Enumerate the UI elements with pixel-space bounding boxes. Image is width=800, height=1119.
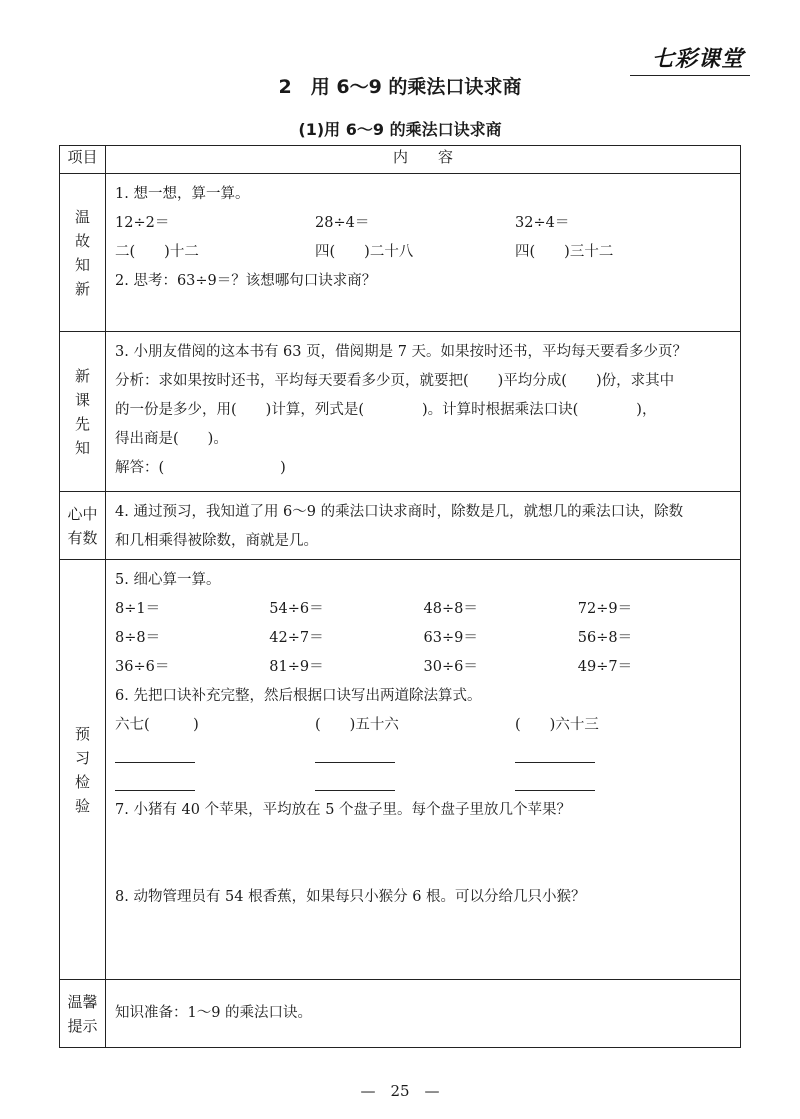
tip-text: 知识准备：1～9 的乘法口诀。 [115, 1005, 313, 1021]
table-header [60, 146, 741, 174]
answer-blank[interactable] [115, 744, 195, 763]
section-review [60, 174, 741, 332]
section-review-label: 温 故 知 新 [60, 174, 106, 332]
section-mind-label: 心中 有数 [60, 492, 106, 560]
section-check-label: 预 习 检 验 [60, 560, 106, 980]
answer-blank[interactable] [315, 744, 395, 763]
question-5: 5. 细心算一算。 [115, 572, 221, 588]
page-subtitle: (1)用 6～9 的乘法口诀求商 [298, 120, 502, 139]
section-mind [60, 492, 741, 560]
question-4-line-1: 4. 通过预习，我知道了用 6～9 的乘法口诀求商时，除数是几，就想几的乘法口诀，除数 [115, 504, 684, 520]
question-7: 7. 小猪有 40 个苹果，平均放在 5 个盘子里。每个盘子里放几个苹果？ [115, 802, 572, 818]
calc-row: 8÷1＝ 54÷6＝ 48÷8＝ 72÷9＝ [115, 601, 633, 617]
section-new-content [106, 332, 741, 492]
section-new [60, 332, 741, 492]
answer-blank[interactable] [515, 744, 595, 763]
col-content-header: 内 容 [106, 146, 741, 174]
answer-line: 解答：( ) [115, 460, 286, 476]
answer-blank[interactable] [515, 772, 595, 791]
answer-blank[interactable] [115, 772, 195, 791]
review-calc-row: 12÷2＝ 28÷4＝ 32÷4＝ [115, 215, 570, 231]
answer-blank-row [115, 768, 732, 796]
question-6: 6. 先把口诀补充完整，然后根据口诀写出两道除法算式。 [115, 688, 482, 704]
worksheet-table [59, 145, 741, 1048]
page-number: — 25 — [360, 1082, 440, 1100]
answer-blank-row [115, 740, 732, 768]
calc-row: 36÷6＝ 81÷9＝ 30÷6＝ 49÷7＝ [115, 659, 633, 675]
review-rhyme-row: 二( )十二 四( )二十八 四( )三十二 [115, 244, 614, 260]
answer-blank[interactable] [315, 772, 395, 791]
calc-row: 8÷8＝ 42÷7＝ 63÷9＝ 56÷8＝ [115, 630, 633, 646]
section-tip-content [106, 980, 741, 1048]
section-check-content [106, 560, 741, 980]
section-tip-label: 温馨 提示 [60, 980, 106, 1048]
question-1: 1. 想一想，算一算。 [115, 186, 250, 202]
question-3: 3. 小朋友借阅的这本书有 63 页，借阅期是 7 天。如果按时还书，平均每天要看多少页？ [115, 344, 688, 360]
rhyme-row: 六七( ) ( )五十六 ( )六十三 [115, 717, 599, 733]
page-title: 2 用 6～9 的乘法口诀求商 [278, 76, 522, 98]
section-mind-content [106, 492, 741, 560]
question-8: 8. 动物管理员有 54 根香蕉，如果每只小猴分 6 根。可以分给几只小猴？ [115, 889, 586, 905]
analysis-line-3: 得出商是( )。 [115, 431, 228, 447]
col-item-header: 项目 [60, 146, 106, 174]
analysis-line-2: 的一份是多少，用( )计算，列式是( )。计算时根据乘法口诀( )， [115, 402, 657, 418]
analysis-line-1: 分析：求如果按时还书，平均每天要看多少页，就要把( )平均分成( )份，求其中 [115, 373, 675, 389]
question-4-line-2: 和几相乘得被除数，商就是几。 [115, 533, 318, 549]
section-check [60, 560, 741, 980]
section-new-label: 新 课 先 知 [60, 332, 106, 492]
answer-space [115, 825, 732, 883]
section-review-content [106, 174, 741, 332]
brand-logo [630, 40, 750, 76]
section-tip [60, 980, 741, 1048]
question-2: 2. 思考：63÷9＝？该想哪句口诀求商？ [115, 273, 377, 289]
brand-text: 七彩课堂 [651, 47, 744, 72]
